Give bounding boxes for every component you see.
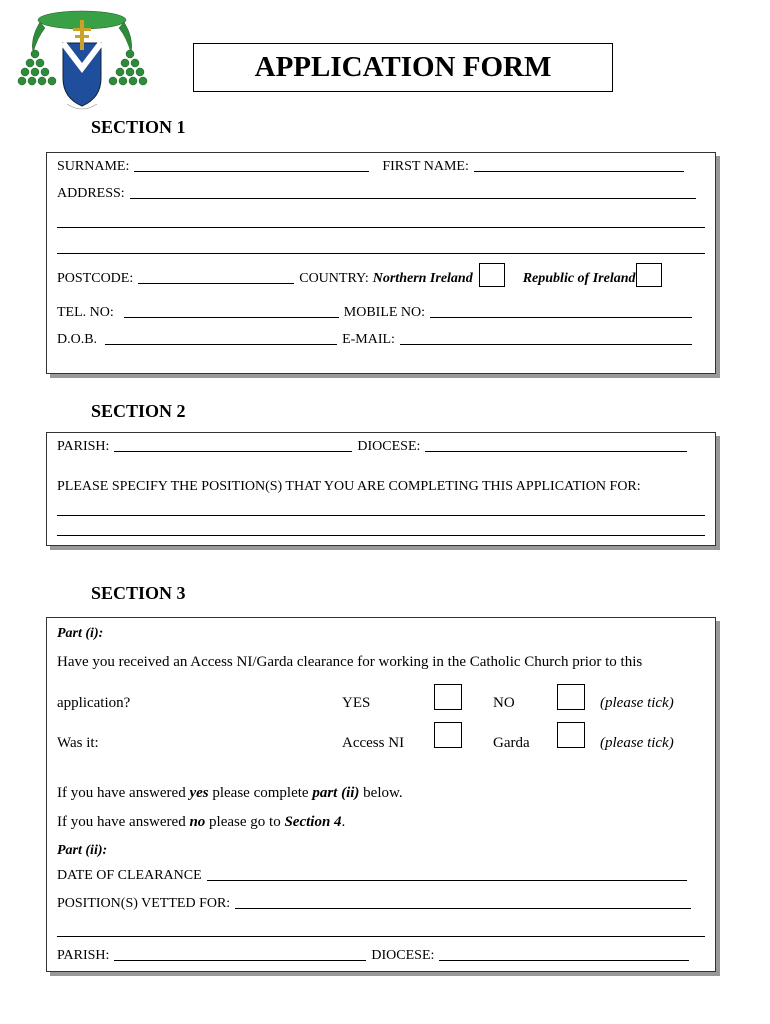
no-checkbox[interactable]: [557, 684, 585, 710]
section3-diocese-label: DIOCESE:: [371, 948, 435, 963]
question-line-1: Have you received an Access NI/Garda clearance for working in the Catholic Church prior to this: [57, 654, 643, 670]
surname-label: SURNAME:: [57, 159, 130, 174]
section1-heading: SECTION 1: [91, 117, 186, 137]
question-line-2: application?: [57, 695, 131, 711]
section3-parish-label: PARISH:: [57, 948, 110, 963]
first-name-field[interactable]: [474, 170, 684, 172]
positions-vetted-line-2[interactable]: [57, 936, 705, 937]
form-title: APPLICATION FORM: [193, 43, 613, 92]
republic-of-ireland-checkbox[interactable]: [636, 263, 662, 287]
email-label: E-MAIL:: [342, 332, 395, 347]
date-of-clearance-label: DATE OF CLEARANCE: [57, 868, 202, 883]
yes-label: YES: [342, 695, 371, 711]
positions-line-2[interactable]: [57, 535, 705, 536]
section2-heading: SECTION 2: [91, 401, 186, 421]
section3-diocese-field[interactable]: [439, 959, 689, 961]
was-it-label: Was it:: [57, 735, 99, 751]
garda-checkbox[interactable]: [557, 722, 585, 748]
please-tick-note-2: (please tick): [600, 735, 674, 751]
diocese-field[interactable]: [425, 450, 687, 452]
postcode-label: POSTCODE:: [57, 271, 134, 286]
diocese-crest-logo: [15, 8, 150, 113]
section3-box: [46, 617, 716, 972]
parish-field[interactable]: [114, 450, 352, 452]
address-field[interactable]: [130, 197, 696, 199]
date-of-clearance-field[interactable]: [207, 879, 687, 881]
email-field[interactable]: [400, 343, 692, 345]
diocese-label: DIOCESE:: [357, 439, 421, 454]
republic-of-ireland-label: Republic of Ireland: [522, 271, 636, 286]
section2-box: [46, 432, 716, 546]
positions-vetted-field[interactable]: [235, 907, 691, 909]
surname-field[interactable]: [134, 170, 369, 172]
tel-field[interactable]: [124, 316, 339, 318]
address-line-2[interactable]: [57, 227, 705, 228]
mobile-label: MOBILE NO:: [343, 305, 426, 320]
address-label: ADDRESS:: [57, 186, 125, 201]
access-ni-checkbox[interactable]: [434, 722, 462, 748]
if-yes-instruction: If you have answered yes please complete part (ii) below.: [57, 785, 403, 801]
mobile-field[interactable]: [430, 316, 692, 318]
positions-prompt: PLEASE SPECIFY THE POSITION(S) THAT YOU ARE COMPLETING THIS APPLICATION FOR:: [57, 479, 641, 494]
northern-ireland-label: Northern Ireland: [372, 271, 473, 286]
section3-parish-field[interactable]: [114, 959, 366, 961]
country-label: COUNTRY:: [299, 271, 369, 286]
part2-label: Part (ii):: [57, 843, 108, 858]
if-no-instruction: If you have answered no please go to Section 4.: [57, 814, 346, 830]
please-tick-note-1: (please tick): [600, 695, 674, 711]
section1-box: [46, 152, 716, 374]
first-name-label: FIRST NAME:: [382, 159, 469, 174]
no-label: NO: [493, 695, 515, 711]
northern-ireland-checkbox[interactable]: [479, 263, 505, 287]
section3-heading: SECTION 3: [91, 583, 186, 603]
yes-checkbox[interactable]: [434, 684, 462, 710]
garda-label: Garda: [493, 735, 530, 751]
positions-line-1[interactable]: [57, 515, 705, 516]
part1-label: Part (i):: [57, 626, 104, 641]
access-ni-label: Access NI: [342, 735, 405, 751]
postcode-field[interactable]: [138, 282, 294, 284]
parish-label: PARISH:: [57, 439, 110, 454]
positions-vetted-label: POSITION(S) VETTED FOR:: [57, 896, 231, 911]
address-line-3[interactable]: [57, 253, 705, 254]
dob-label: D.O.B.: [57, 332, 98, 347]
tel-label: TEL. NO:: [57, 305, 114, 320]
dob-field[interactable]: [105, 343, 337, 345]
